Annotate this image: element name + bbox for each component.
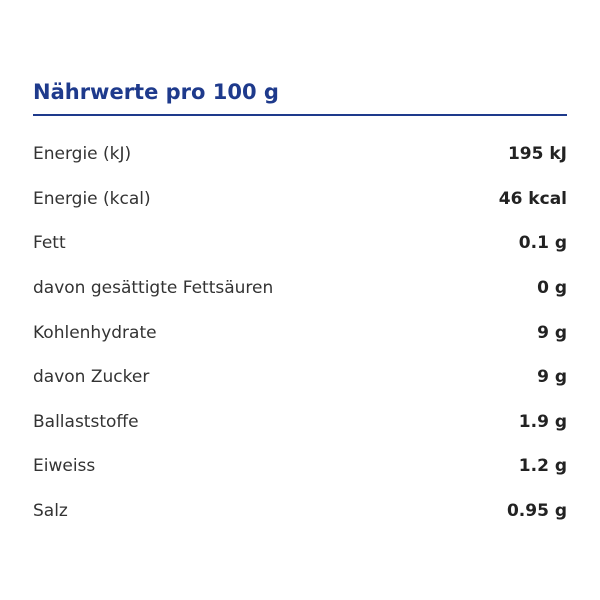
- nutrition-row-saturated-fat: [33, 266, 567, 311]
- nutrient-label: Salz: [33, 501, 68, 522]
- nutrient-label: Fett: [33, 233, 66, 254]
- nutrient-value: 195 kJ: [507, 144, 567, 165]
- nutrient-value: 46 kcal: [498, 188, 567, 209]
- nutrient-label: Ballaststoffe: [33, 411, 139, 432]
- nutrient-label: Energie (kcal): [33, 188, 151, 209]
- nutrition-row-energy-kcal: [33, 177, 567, 222]
- nutrition-row-sugar: [33, 355, 567, 400]
- nutrition-title: Nährwerte pro 100 g: [33, 80, 279, 104]
- nutrition-panel: [33, 0, 567, 600]
- nutrition-row-carbohydrates: [33, 310, 567, 355]
- nutrient-label: davon Zucker: [33, 367, 150, 388]
- nutrition-row-fiber: [33, 400, 567, 445]
- nutrition-row-salt: [33, 489, 567, 534]
- nutrient-value: 9 g: [537, 322, 567, 343]
- nutrient-value: 0.95 g: [506, 501, 567, 522]
- nutrition-row-fat: [33, 221, 567, 266]
- nutrition-table: [33, 132, 567, 533]
- nutrient-value: 0.1 g: [518, 233, 567, 254]
- nutrient-label: Eiweiss: [33, 456, 96, 477]
- nutrient-label: davon gesättigte Fettsäuren: [33, 278, 274, 299]
- nutrition-row-energy-kj: [33, 132, 567, 177]
- title-divider: [33, 114, 567, 116]
- nutrient-label: Kohlenhydrate: [33, 322, 157, 343]
- nutrient-value: 1.2 g: [518, 456, 567, 477]
- nutrient-value: 1.9 g: [518, 411, 567, 432]
- nutrition-row-protein: [33, 444, 567, 489]
- nutrient-value: 0 g: [537, 278, 567, 299]
- nutrient-value: 9 g: [537, 367, 567, 388]
- nutrient-label: Energie (kJ): [33, 144, 132, 165]
